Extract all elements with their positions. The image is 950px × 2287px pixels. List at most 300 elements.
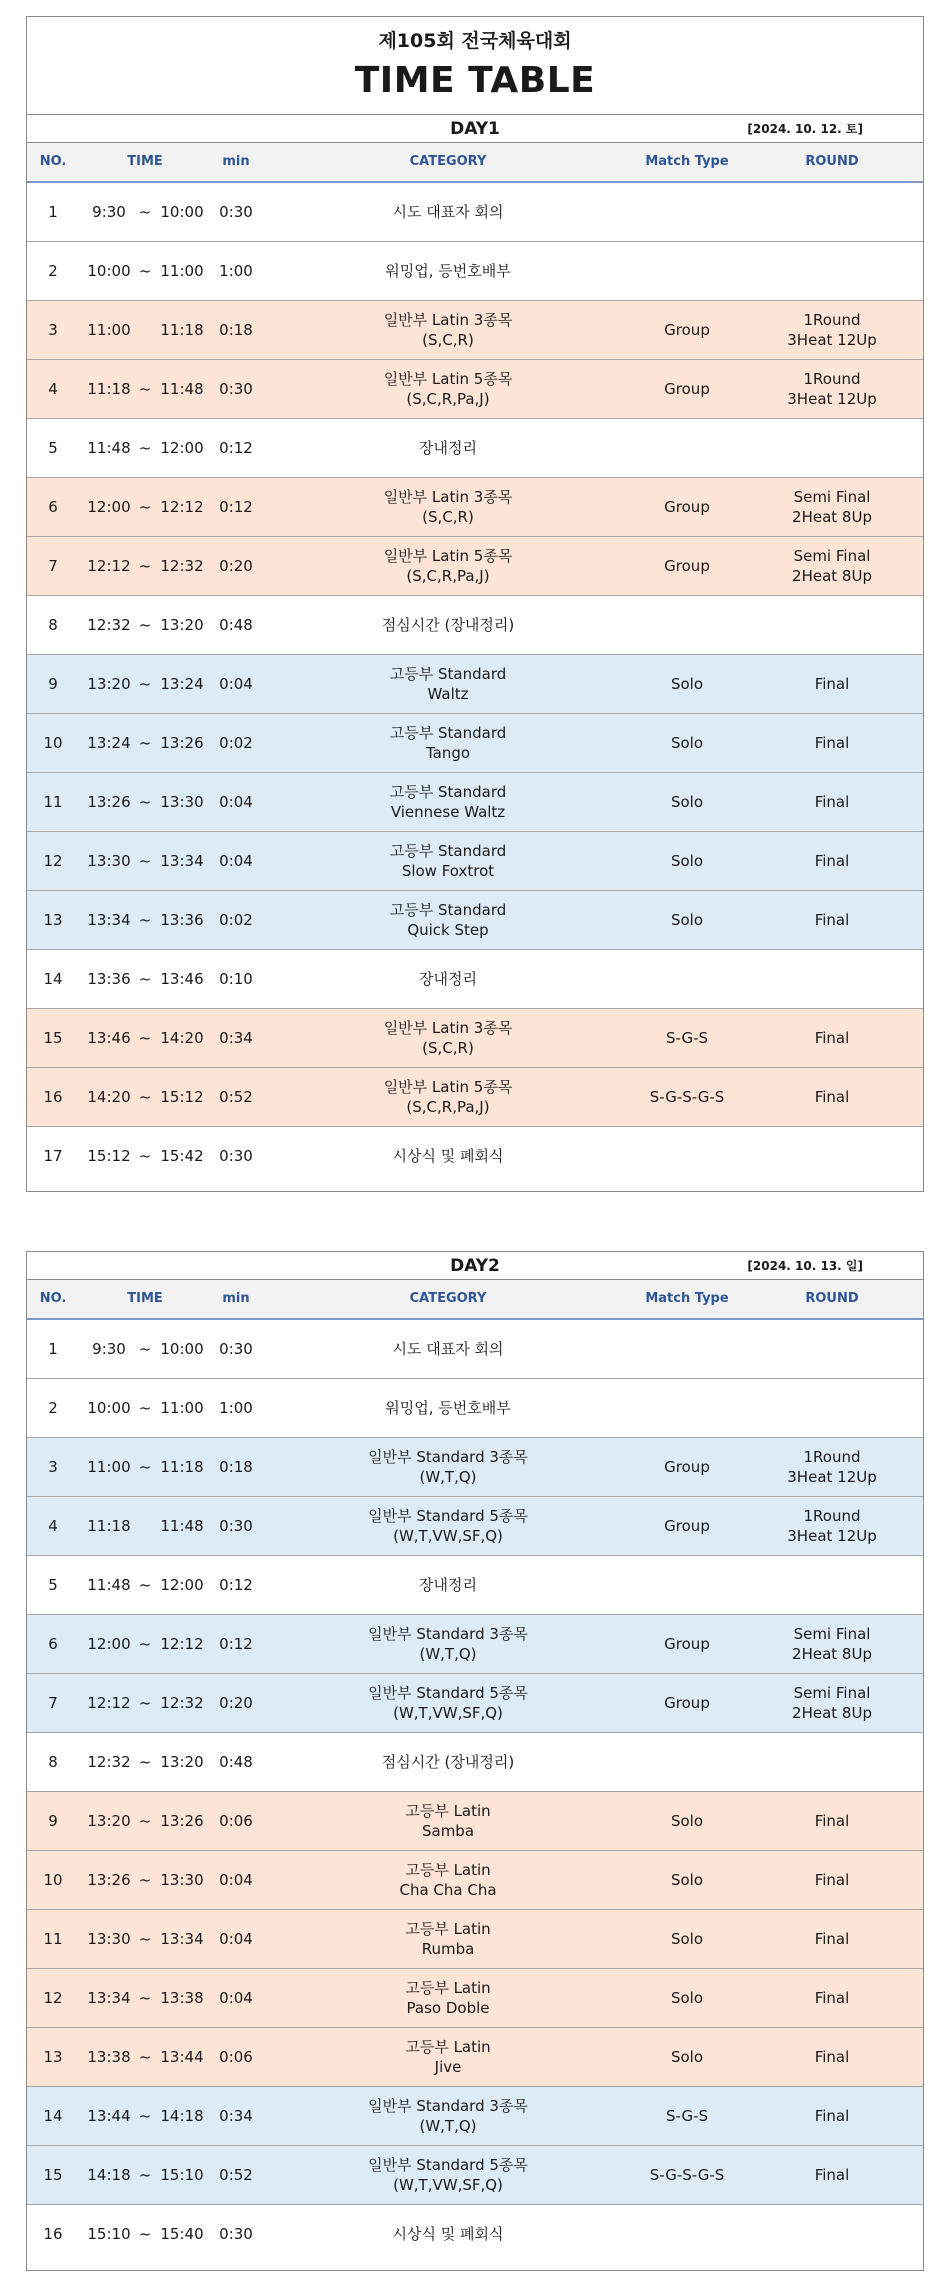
- duration-text: 0:04: [219, 1930, 253, 1948]
- start-time-text: 12:00: [87, 498, 131, 516]
- end-time-text: 10:00: [160, 203, 204, 221]
- match-type-text: Solo: [670, 734, 704, 752]
- category-text: 일반부 Standard 3종목: [368, 1448, 528, 1466]
- round-text: 2Heat 8Up: [792, 1645, 872, 1663]
- table-row: [27, 1792, 923, 1851]
- end-time-text: 13:20: [160, 616, 204, 634]
- category-text: (W,T,VW,SF,Q): [393, 2176, 503, 2194]
- start-time-text: 13:26: [87, 793, 131, 811]
- table-row: [27, 950, 923, 1009]
- round-text: Final: [814, 1989, 850, 2007]
- row-number-text: 7: [48, 1694, 58, 1712]
- match-type-text: Group: [664, 1458, 710, 1476]
- time-separator-text: ~: [138, 557, 152, 575]
- match-type-text: Solo: [670, 675, 704, 693]
- category-text: 점심시간 (장내정리): [381, 1753, 515, 1771]
- category-text: Quick Step: [407, 921, 489, 939]
- category-text: (W,T,VW,SF,Q): [393, 1527, 503, 1545]
- time-separator-text: ~: [138, 1088, 152, 1106]
- time-separator-text: ~: [138, 852, 152, 870]
- match-type-text: S-G-S: [665, 2107, 709, 2125]
- start-time-text: 13:24: [87, 734, 131, 752]
- table-row: [27, 1969, 923, 2028]
- end-time-text: 11:48: [160, 1517, 204, 1535]
- col-category: CATEGORY: [409, 154, 487, 169]
- time-separator-text: ~: [138, 1399, 152, 1417]
- time-separator-text: ~: [138, 380, 152, 398]
- round-text: Semi Final: [793, 1684, 871, 1702]
- category-text: 장내정리: [419, 970, 477, 988]
- category-text: 일반부 Latin 3종목: [383, 311, 513, 329]
- duration-text: 0:48: [219, 1753, 253, 1771]
- table-row: [27, 1615, 923, 1674]
- duration-text: 0:12: [219, 1576, 253, 1594]
- row-number-text: 8: [48, 1753, 58, 1771]
- end-time-text: 11:18: [160, 321, 204, 339]
- table-row: [27, 2205, 923, 2264]
- round-text: Final: [814, 1930, 850, 1948]
- round-text: 2Heat 8Up: [792, 567, 872, 585]
- category-text: (S,C,R): [422, 331, 474, 349]
- row-number-text: 17: [43, 1147, 63, 1165]
- category-text: Viennese Waltz: [390, 803, 506, 821]
- category-text: 워밍업, 등번호배부: [385, 1399, 511, 1417]
- table-row: [27, 2146, 923, 2205]
- end-time-text: 13:26: [160, 1812, 204, 1830]
- table-row: [27, 360, 923, 419]
- match-type-text: Solo: [670, 1871, 704, 1889]
- row-number-text: 13: [43, 911, 63, 929]
- table-row: [27, 596, 923, 655]
- time-separator-text: ~: [138, 2107, 152, 2125]
- table-header: [27, 1280, 923, 1320]
- duration-text: 0:20: [219, 557, 253, 575]
- start-time-text: 12:32: [87, 616, 131, 634]
- start-time-text: 13:30: [87, 852, 131, 870]
- time-separator-text: ~: [138, 734, 152, 752]
- start-time-text: 11:00: [87, 321, 131, 339]
- start-time-text: 12:32: [87, 1753, 131, 1771]
- category-text: Slow Foxtrot: [401, 862, 495, 880]
- start-time-text: 11:48: [87, 1576, 131, 1594]
- duration-text: 0:12: [219, 498, 253, 516]
- match-type-text: Solo: [670, 2048, 704, 2066]
- time-separator-text: ~: [138, 1635, 152, 1653]
- row-number-text: 3: [48, 1458, 58, 1476]
- category-text: Paso Doble: [406, 1999, 490, 2017]
- category-text: 시도 대표자 회의: [392, 1340, 504, 1358]
- row-number-text: 11: [43, 793, 63, 811]
- time-separator-text: ~: [138, 1871, 152, 1889]
- end-time-text: 12:32: [160, 557, 204, 575]
- duration-text: 0:30: [219, 2225, 253, 2243]
- category-text: (W,T,Q): [419, 1645, 477, 1663]
- duration-text: 1:00: [219, 1399, 253, 1417]
- end-time-text: 12:12: [160, 498, 204, 516]
- end-time-text: 11:48: [160, 380, 204, 398]
- end-time-text: 14:20: [160, 1029, 204, 1047]
- round-text: Final: [814, 734, 850, 752]
- round-text: Final: [814, 793, 850, 811]
- end-time-text: 13:30: [160, 793, 204, 811]
- row-number-text: 3: [48, 321, 58, 339]
- match-type-text: Solo: [670, 1930, 704, 1948]
- category-text: 고등부 Latin: [405, 1802, 491, 1820]
- duration-text: 0:06: [219, 1812, 253, 1830]
- start-time-text: 11:18: [87, 380, 131, 398]
- start-time-text: 9:30: [92, 203, 126, 221]
- category-text: (S,C,R): [422, 508, 474, 526]
- match-type-text: S-G-S-G-S: [649, 2166, 725, 2184]
- day1-bar: [27, 115, 923, 143]
- start-time-text: 15:12: [87, 1147, 131, 1165]
- category-text: 고등부 Latin: [405, 1920, 491, 1938]
- day2-timetable: [26, 1251, 924, 2271]
- row-number-text: 7: [48, 557, 58, 575]
- row-number-text: 6: [48, 1635, 58, 1653]
- match-type-text: Group: [664, 380, 710, 398]
- round-text: 3Heat 12Up: [787, 390, 877, 408]
- match-type-text: Group: [664, 1635, 710, 1653]
- end-time-text: 15:42: [160, 1147, 204, 1165]
- col-round: ROUND: [805, 1291, 859, 1306]
- table-row: [27, 1009, 923, 1068]
- category-text: 일반부 Latin 5종목: [383, 1078, 513, 1096]
- row-number-text: 5: [48, 439, 58, 457]
- start-time-text: 13:38: [87, 2048, 131, 2066]
- col-time: TIME: [127, 1291, 163, 1306]
- category-text: 일반부 Standard 5종목: [368, 1684, 528, 1702]
- category-text: 시상식 및 폐회식: [392, 2225, 504, 2243]
- round-text: 3Heat 12Up: [787, 331, 877, 349]
- row-number-text: 1: [48, 1340, 58, 1358]
- table-row: [27, 1556, 923, 1615]
- day1-rows: [27, 183, 923, 1186]
- duration-text: 0:30: [219, 1517, 253, 1535]
- round-text: 1Round: [803, 370, 861, 388]
- table-row: [27, 301, 923, 360]
- col-no: NO.: [39, 1291, 67, 1306]
- col-match-type: Match Type: [645, 1291, 729, 1306]
- start-time-text: 13:34: [87, 1989, 131, 2007]
- table-row: [27, 773, 923, 832]
- round-text: Final: [814, 1871, 850, 1889]
- time-separator-text: ~: [138, 262, 152, 280]
- category-text: 일반부 Standard 5종목: [368, 1507, 528, 1525]
- round-text: 1Round: [803, 311, 861, 329]
- row-number-text: 9: [48, 675, 58, 693]
- round-text: Final: [814, 2166, 850, 2184]
- time-separator-text: ~: [138, 1576, 152, 1594]
- time-separator-text: ~: [138, 439, 152, 457]
- match-type-text: S-G-S: [665, 1029, 709, 1047]
- day1-title: DAY1: [450, 119, 500, 139]
- table-row: [27, 183, 923, 242]
- match-type-text: Solo: [670, 852, 704, 870]
- time-separator-text: ~: [138, 1694, 152, 1712]
- category-text: (S,C,R): [422, 1039, 474, 1057]
- duration-text: 0:52: [219, 1088, 253, 1106]
- end-time-text: 13:46: [160, 970, 204, 988]
- category-text: 장내정리: [419, 439, 477, 457]
- category-text: 고등부 Standard: [389, 783, 507, 801]
- time-separator-text: ~: [138, 2225, 152, 2243]
- duration-text: 0:34: [219, 2107, 253, 2125]
- category-text: 고등부 Latin: [405, 2038, 491, 2056]
- category-text: 일반부 Standard 3종목: [368, 2097, 528, 2115]
- row-number-text: 12: [43, 852, 63, 870]
- category-text: 고등부 Standard: [389, 665, 507, 683]
- round-text: Semi Final: [793, 1625, 871, 1643]
- table-row: [27, 1379, 923, 1438]
- round-text: Final: [814, 675, 850, 693]
- table-row: [27, 1733, 923, 1792]
- table-row: [27, 1910, 923, 1969]
- table-row: [27, 478, 923, 537]
- duration-text: 0:30: [219, 1340, 253, 1358]
- match-type-text: Group: [664, 557, 710, 575]
- round-text: Final: [814, 1812, 850, 1830]
- category-text: 고등부 Standard: [389, 842, 507, 860]
- end-time-text: 13:30: [160, 1871, 204, 1889]
- round-text: Final: [814, 1088, 850, 1106]
- start-time-text: 13:34: [87, 911, 131, 929]
- category-text: (S,C,R,Pa,J): [406, 567, 490, 585]
- row-number-text: 10: [43, 734, 63, 752]
- time-separator-text: ~: [138, 1458, 152, 1476]
- row-number-text: 9: [48, 1812, 58, 1830]
- col-no: NO.: [39, 154, 67, 169]
- match-type-text: Solo: [670, 793, 704, 811]
- round-text: Final: [814, 1029, 850, 1047]
- day2-rows: [27, 1320, 923, 2264]
- day2-title: DAY2: [450, 1256, 500, 1276]
- col-min: min: [222, 1291, 250, 1306]
- duration-text: 0:04: [219, 1871, 253, 1889]
- round-text: Semi Final: [793, 488, 871, 506]
- round-text: Final: [814, 911, 850, 929]
- category-text: 고등부 Standard: [389, 724, 507, 742]
- table-row: [27, 891, 923, 950]
- end-time-text: 11:18: [160, 1458, 204, 1476]
- page-title: TIME TABLE: [354, 60, 596, 101]
- end-time-text: 15:40: [160, 2225, 204, 2243]
- table-row: [27, 419, 923, 478]
- match-type-text: Solo: [670, 1989, 704, 2007]
- start-time-text: 13:36: [87, 970, 131, 988]
- duration-text: 0:30: [219, 380, 253, 398]
- category-text: 고등부 Latin: [405, 1979, 491, 1997]
- row-number-text: 4: [48, 380, 58, 398]
- time-separator-text: ~: [138, 1029, 152, 1047]
- category-text: Tango: [425, 744, 471, 762]
- table-row: [27, 832, 923, 891]
- match-type-text: Group: [664, 1694, 710, 1712]
- duration-text: 0:12: [219, 439, 253, 457]
- row-number-text: 2: [48, 1399, 58, 1417]
- row-number-text: 1: [48, 203, 58, 221]
- time-separator-text: ~: [138, 1989, 152, 2007]
- category-text: 고등부 Latin: [405, 1861, 491, 1879]
- start-time-text: 11:00: [87, 1458, 131, 1476]
- duration-text: 0:30: [219, 203, 253, 221]
- event-subtitle: 제105회 전국체육대회: [378, 30, 572, 52]
- duration-text: 0:02: [219, 911, 253, 929]
- row-number-text: 10: [43, 1871, 63, 1889]
- start-time-text: 11:18: [87, 1517, 131, 1535]
- end-time-text: 13:26: [160, 734, 204, 752]
- end-time-text: 13:34: [160, 852, 204, 870]
- match-type-text: Group: [664, 321, 710, 339]
- time-separator-text: ~: [138, 1753, 152, 1771]
- duration-text: 0:34: [219, 1029, 253, 1047]
- table-row: [27, 1497, 923, 1556]
- duration-text: 0:48: [219, 616, 253, 634]
- table-row: [27, 1851, 923, 1910]
- category-text: 장내정리: [419, 1576, 477, 1594]
- row-number-text: 2: [48, 262, 58, 280]
- end-time-text: 13:20: [160, 1753, 204, 1771]
- duration-text: 0:04: [219, 1989, 253, 2007]
- start-time-text: 13:20: [87, 675, 131, 693]
- end-time-text: 12:00: [160, 1576, 204, 1594]
- row-number-text: 8: [48, 616, 58, 634]
- category-text: 일반부 Standard 5종목: [368, 2156, 528, 2174]
- category-text: Jive: [434, 2058, 462, 2076]
- row-number-text: 5: [48, 1576, 58, 1594]
- table-row: [27, 242, 923, 301]
- category-text: 시상식 및 폐회식: [392, 1147, 504, 1165]
- end-time-text: 11:00: [160, 262, 204, 280]
- col-time: TIME: [127, 154, 163, 169]
- start-time-text: 10:00: [87, 262, 131, 280]
- start-time-text: 13:20: [87, 1812, 131, 1830]
- row-number-text: 4: [48, 1517, 58, 1535]
- table-row: [27, 1320, 923, 1379]
- time-separator-text: ~: [138, 2048, 152, 2066]
- round-text: 2Heat 8Up: [792, 508, 872, 526]
- category-text: Rumba: [421, 1940, 475, 1958]
- time-separator-text: ~: [138, 2166, 152, 2184]
- category-text: Cha Cha Cha: [399, 1881, 497, 1899]
- duration-text: 0:04: [219, 675, 253, 693]
- col-category: CATEGORY: [409, 1291, 487, 1306]
- row-number-text: 16: [43, 2225, 63, 2243]
- col-round: ROUND: [805, 154, 859, 169]
- row-number-text: 12: [43, 1989, 63, 2007]
- round-text: Final: [814, 852, 850, 870]
- category-text: (W,T,Q): [419, 2117, 477, 2135]
- round-text: 3Heat 12Up: [787, 1468, 877, 1486]
- end-time-text: 10:00: [160, 1340, 204, 1358]
- start-time-text: 13:44: [87, 2107, 131, 2125]
- start-time-text: 9:30: [92, 1340, 126, 1358]
- row-number-text: 15: [43, 2166, 63, 2184]
- table-row: [27, 655, 923, 714]
- table-row: [27, 1127, 923, 1186]
- match-type-text: Group: [664, 498, 710, 516]
- table-row: [27, 1438, 923, 1497]
- match-type-text: Solo: [670, 1812, 704, 1830]
- duration-text: 0:02: [219, 734, 253, 752]
- end-time-text: 11:00: [160, 1399, 204, 1417]
- end-time-text: 13:44: [160, 2048, 204, 2066]
- round-text: 2Heat 8Up: [792, 1704, 872, 1722]
- duration-text: 0:20: [219, 1694, 253, 1712]
- duration-text: 0:18: [219, 1458, 253, 1476]
- start-time-text: 10:00: [87, 1399, 131, 1417]
- round-text: 1Round: [803, 1448, 861, 1466]
- duration-text: 0:12: [219, 1635, 253, 1653]
- duration-text: 0:04: [219, 852, 253, 870]
- start-time-text: 12:12: [87, 1694, 131, 1712]
- table-header: [27, 143, 923, 183]
- end-time-text: 14:18: [160, 2107, 204, 2125]
- category-text: 일반부 Latin 5종목: [383, 370, 513, 388]
- table-row: [27, 2028, 923, 2087]
- category-text: 점심시간 (장내정리): [381, 616, 515, 634]
- day2-date: [2024. 10. 13. 일]: [747, 1259, 863, 1273]
- time-separator-text: ~: [138, 1340, 152, 1358]
- time-separator-text: ~: [138, 498, 152, 516]
- end-time-text: 13:34: [160, 1930, 204, 1948]
- table-row: [27, 1674, 923, 1733]
- match-type-text: S-G-S-G-S: [649, 1088, 725, 1106]
- start-time-text: 14:20: [87, 1088, 131, 1106]
- time-separator-text: ~: [138, 616, 152, 634]
- row-number-text: 14: [43, 970, 63, 988]
- end-time-text: 12:32: [160, 1694, 204, 1712]
- duration-text: 0:18: [219, 321, 253, 339]
- title-block: [27, 17, 923, 115]
- duration-text: 0:06: [219, 2048, 253, 2066]
- table-row: [27, 1068, 923, 1127]
- end-time-text: 13:36: [160, 911, 204, 929]
- category-text: 일반부 Latin 3종목: [383, 488, 513, 506]
- category-text: (W,T,VW,SF,Q): [393, 1704, 503, 1722]
- time-separator-text: ~: [138, 1930, 152, 1948]
- day2-bar: [27, 1252, 923, 1280]
- table-row: [27, 714, 923, 773]
- table-row: [27, 537, 923, 596]
- duration-text: 1:00: [219, 262, 253, 280]
- time-separator-text: ~: [138, 1147, 152, 1165]
- start-time-text: 13:46: [87, 1029, 131, 1047]
- round-text: 3Heat 12Up: [787, 1527, 877, 1545]
- start-time-text: 11:48: [87, 439, 131, 457]
- match-type-text: Group: [664, 1517, 710, 1535]
- col-min: min: [222, 154, 250, 169]
- time-separator-text: ~: [138, 203, 152, 221]
- end-time-text: 12:12: [160, 1635, 204, 1653]
- time-separator-text: ~: [138, 793, 152, 811]
- row-number-text: 15: [43, 1029, 63, 1047]
- category-text: 고등부 Standard: [389, 901, 507, 919]
- row-number-text: 16: [43, 1088, 63, 1106]
- duration-text: 0:30: [219, 1147, 253, 1165]
- start-time-text: 13:30: [87, 1930, 131, 1948]
- row-number-text: 11: [43, 1930, 63, 1948]
- row-number-text: 6: [48, 498, 58, 516]
- row-number-text: 14: [43, 2107, 63, 2125]
- time-separator-text: ~: [138, 675, 152, 693]
- time-separator-text: ~: [138, 970, 152, 988]
- category-text: Waltz: [427, 685, 469, 703]
- row-number-text: 13: [43, 2048, 63, 2066]
- day1-date: [2024. 10. 12. 토]: [747, 122, 863, 136]
- start-time-text: 13:26: [87, 1871, 131, 1889]
- category-text: Samba: [421, 1822, 475, 1840]
